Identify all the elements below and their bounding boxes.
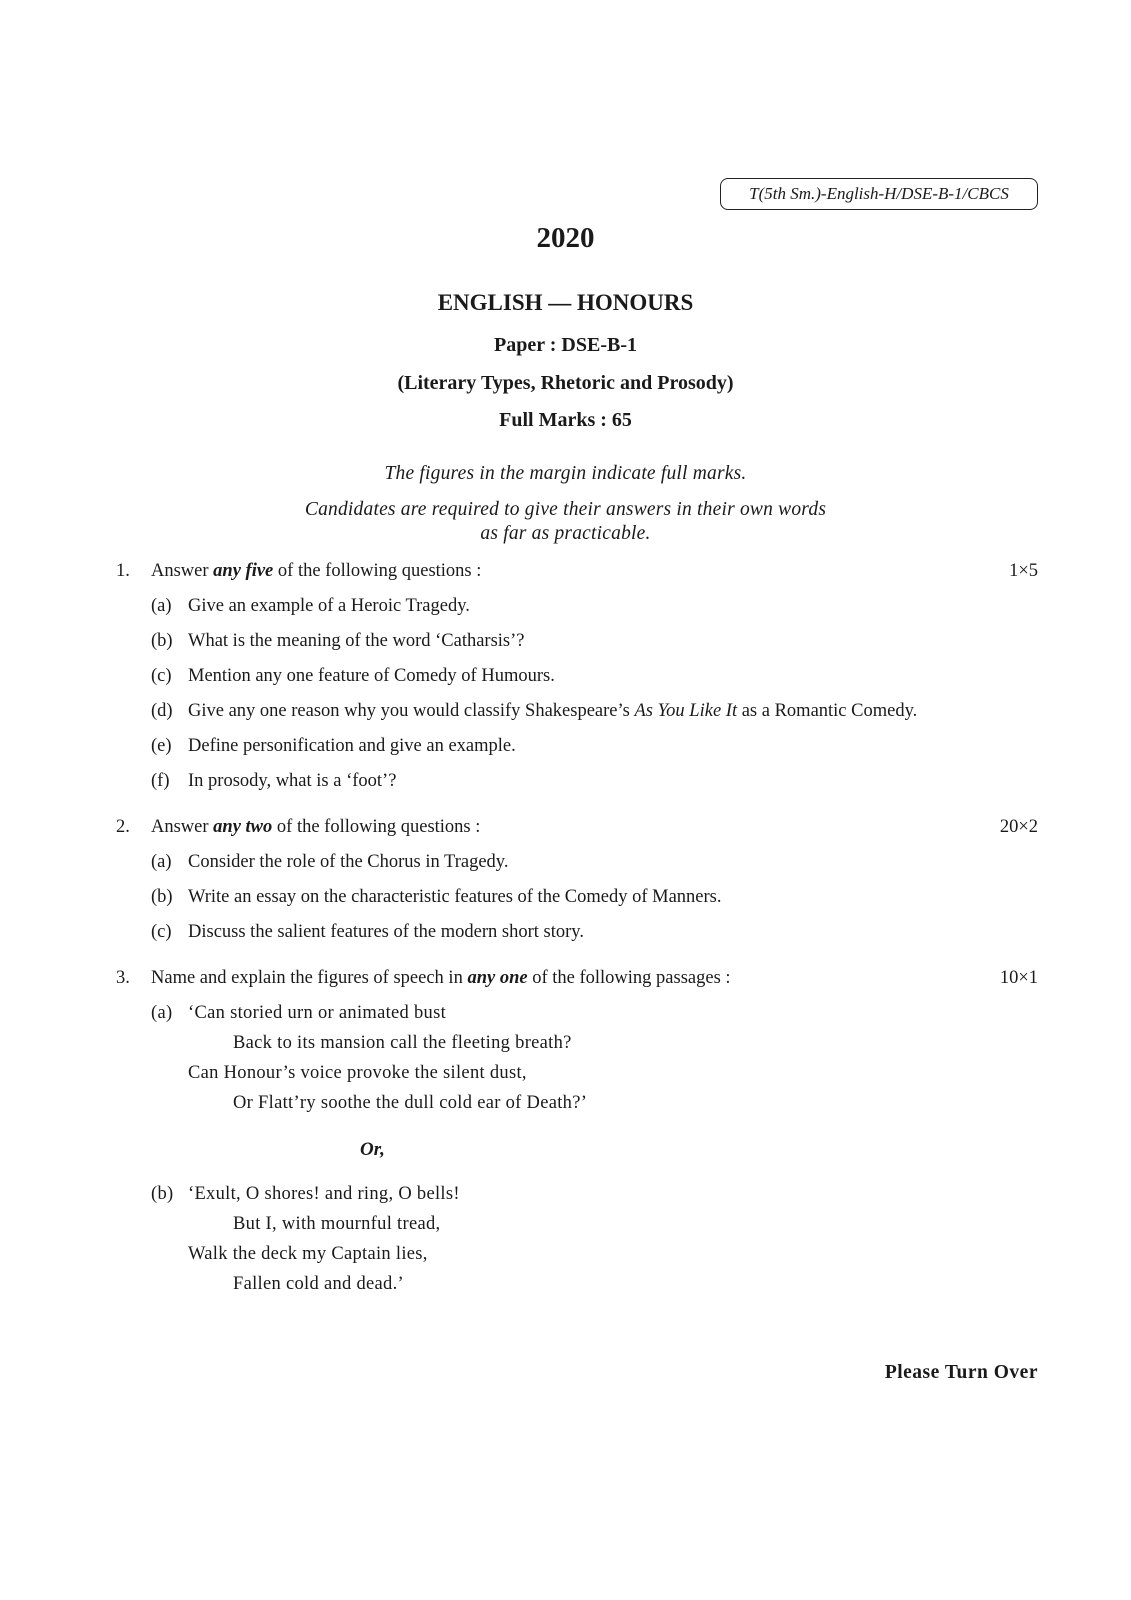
- passage-a-line-1: ‘Can storied urn or animated bust: [188, 1003, 447, 1023]
- question-number: 3.: [116, 968, 130, 988]
- question-prompt: Answer any five of the following questions :: [151, 561, 482, 581]
- sub-question: (f) In prosody, what is a ‘foot’?: [151, 771, 397, 791]
- subject-title: ENGLISH — HONOURS: [437, 290, 694, 315]
- paper-topic: (Literary Types, Rhetoric and Prosody): [397, 372, 734, 394]
- sub-question: (d) Give any one reason why you would classify Shakespeare’s As You Like It as a Romantic Comedy.: [151, 701, 918, 721]
- or-separator: Or,: [360, 1139, 385, 1160]
- sub-question: (e) Define personification and give an example.: [151, 736, 516, 756]
- question-number: 2.: [116, 817, 130, 837]
- sub-question: (a) Consider the role of the Chorus in Tragedy.: [151, 852, 509, 872]
- question-prompt: Name and explain the figures of speech in any one of the following passages :: [151, 968, 731, 988]
- passage-a-label: (a): [151, 1003, 173, 1023]
- paper-code-line: Paper : DSE-B-1: [494, 334, 637, 356]
- sub-question: (b) Write an essay on the characteristic features of the Comedy of Manners.: [151, 887, 722, 907]
- instruction-line-3: as far as practicable.: [480, 523, 651, 544]
- passage-a-line-3: Can Honour’s voice provoke the silent dust,: [188, 1063, 527, 1083]
- passage-a-line-2: Back to its mansion call the fleeting breath?: [233, 1033, 572, 1053]
- sub-question: (c) Mention any one feature of Comedy of Humours.: [151, 666, 555, 686]
- passage-a-line-4: Or Flatt’ry soothe the dull cold ear of Death?’: [233, 1093, 588, 1113]
- paper-code: T(5th Sm.)-English-H/DSE-B-1/CBCS: [720, 178, 1038, 210]
- instruction-line-1: The figures in the margin indicate full marks.: [384, 463, 747, 484]
- passage-b-line-4: Fallen cold and dead.’: [233, 1274, 404, 1294]
- sub-question: (a) Give an example of a Heroic Tragedy.: [151, 596, 470, 616]
- question-marks: 20×2: [999, 817, 1038, 837]
- question-marks: 10×1: [999, 968, 1038, 988]
- question-marks: 1×5: [1009, 561, 1038, 581]
- instruction-line-2: Candidates are required to give their answers in their own words: [304, 499, 827, 520]
- sub-question: (b) What is the meaning of the word ‘Catharsis’?: [151, 631, 525, 651]
- passage-b-line-3: Walk the deck my Captain lies,: [188, 1244, 428, 1264]
- passage-b-label: (b): [151, 1184, 174, 1204]
- question-prompt: Answer any two of the following questions :: [151, 817, 481, 837]
- passage-b-line-1: ‘Exult, O shores! and ring, O bells!: [188, 1184, 460, 1204]
- passage-b-line-2: But I, with mournful tread,: [233, 1214, 441, 1234]
- please-turn-over: Please Turn Over: [884, 1362, 1038, 1383]
- sub-question: (c) Discuss the salient features of the modern short story.: [151, 922, 584, 942]
- question-number: 1.: [116, 561, 130, 581]
- exam-year: 2020: [536, 222, 595, 254]
- full-marks: Full Marks : 65: [499, 409, 632, 431]
